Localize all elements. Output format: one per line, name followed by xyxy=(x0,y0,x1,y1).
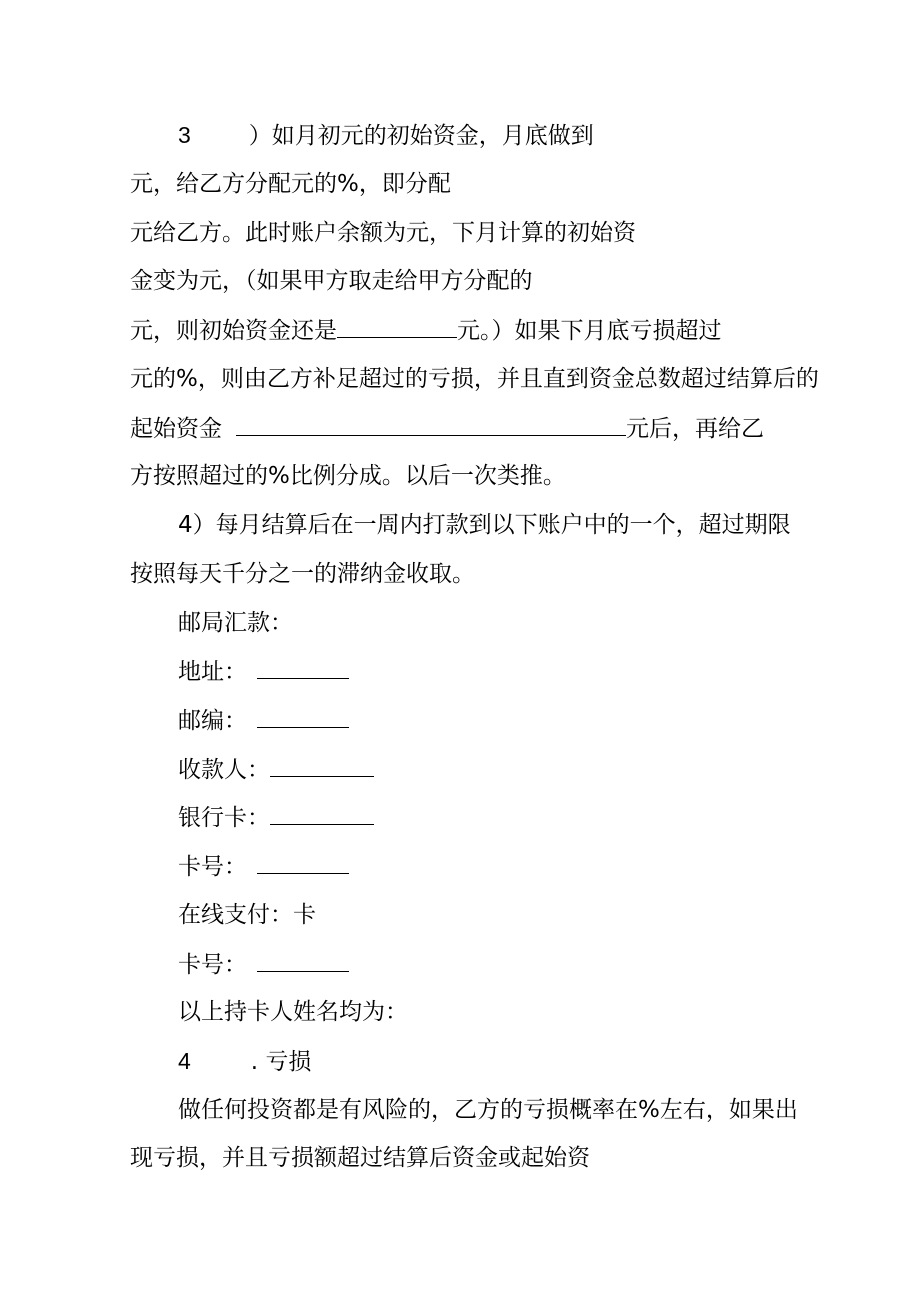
clause-3-line-5 xyxy=(130,315,722,346)
section-number: 4 xyxy=(178,1048,191,1074)
payee-field xyxy=(178,754,374,785)
loss-paragraph-line-1: 做任何投资都是有风险的，乙方的亏损概率在%左右，如果出 xyxy=(178,1097,798,1123)
field-label: 卡号： xyxy=(178,952,247,978)
address-blank[interactable] xyxy=(257,656,349,679)
field-label: 邮编： xyxy=(178,708,247,734)
card-number-blank-2[interactable] xyxy=(257,949,349,972)
clause-3-line-6 xyxy=(130,364,819,394)
clause-3-line-2 xyxy=(130,169,451,199)
postal-remittance-heading: 邮局汇款： xyxy=(178,610,293,636)
fill-blank[interactable] xyxy=(236,413,626,436)
field-label: 收款人： xyxy=(178,757,270,783)
clause-text: 元，给乙方分配元的%，即分配 xyxy=(130,171,451,197)
clause-4-line-1 xyxy=(178,510,791,540)
clause-4-line-2 xyxy=(130,559,475,589)
bank-card-field xyxy=(178,802,374,833)
card-number-field-2 xyxy=(178,949,349,980)
field-label: 地址： xyxy=(178,659,247,685)
clause-text: 元的%，则由乙方补足超过的亏损，并且直到资金总数超过结算后的 xyxy=(130,366,819,392)
clause-text: 元给乙方。此时账户余额为元，下月计算的初始资 xyxy=(130,220,636,246)
online-payment-line: 在线支付：卡 xyxy=(178,902,316,928)
fill-blank[interactable] xyxy=(337,315,457,338)
clause-text: 4）每月结算后在一周内打款到以下账户中的一个，超过期限 xyxy=(178,512,791,538)
section-4-heading xyxy=(178,1046,311,1077)
clause-text: ）如月初元的初始资金，月底做到 xyxy=(248,123,594,149)
clause-3-line-7 xyxy=(130,413,764,444)
clause-text: 金变为元，（如果甲方取走给甲方分配的 xyxy=(130,268,533,294)
postcode-field xyxy=(178,705,349,736)
clause-number: 3 xyxy=(178,122,191,148)
clause-text: 方按照超过的%比例分成。以后一次类推。 xyxy=(130,463,566,489)
clause-text: 起始资金 xyxy=(130,416,222,442)
clause-3-line-1 xyxy=(178,120,594,151)
field-label: 卡号： xyxy=(178,854,247,880)
card-number-blank[interactable] xyxy=(257,851,349,874)
clause-3-line-8 xyxy=(130,461,566,491)
clause-text: 元。）如果下月底亏损超过 xyxy=(457,318,722,344)
payee-blank[interactable] xyxy=(270,754,374,777)
clause-text: 元，则初始资金还是 xyxy=(130,318,337,344)
cardholder-line: 以上持卡人姓名均为： xyxy=(178,999,408,1025)
field-label: 银行卡： xyxy=(178,805,270,831)
loss-paragraph-line-2: 现亏损，并且亏损额超过结算后资金或起始资 xyxy=(130,1145,590,1171)
card-number-field xyxy=(178,851,349,882)
bank-card-blank[interactable] xyxy=(270,802,374,825)
address-field xyxy=(178,656,349,687)
section-title: . 亏损 xyxy=(250,1049,312,1075)
clause-3-line-3 xyxy=(130,218,636,248)
clause-text: 按照每天千分之一的滞纳金收取。 xyxy=(130,561,475,587)
postcode-blank[interactable] xyxy=(257,705,349,728)
clause-text: 元后，再给乙 xyxy=(626,416,764,442)
clause-3-line-4 xyxy=(130,266,533,296)
